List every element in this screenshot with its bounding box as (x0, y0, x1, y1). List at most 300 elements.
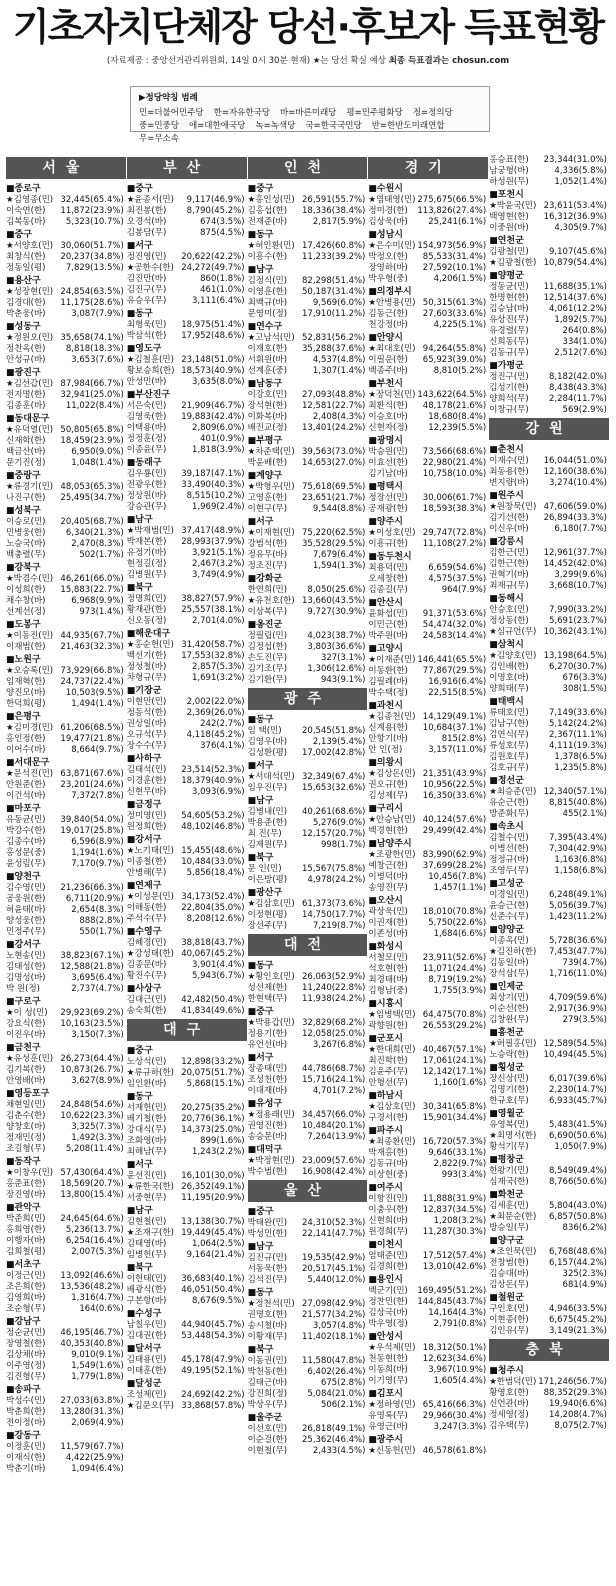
candidate-votes: 40,124(57.6%) (422, 815, 487, 825)
candidate-votes: 11,579(67.7%) (60, 1442, 124, 1452)
candidate-row (6, 425, 126, 436)
candidate-name: 정상원(바) (126, 491, 167, 501)
candidate-votes: 32,941(25.0%) (60, 390, 124, 400)
candidate-votes: 23,344(31.0%) (543, 155, 607, 165)
candidate-votes: 19,940(6.6%) (549, 1399, 607, 1409)
candidate-votes: 8,676(9.5%) (192, 1296, 245, 1306)
candidate-votes: 7,170(9.7%) (71, 859, 124, 869)
candidate-name: 윤화섭(민) (368, 609, 408, 619)
candidate-name: 김윤주(무) (368, 1067, 408, 1077)
candidate-row (6, 1030, 126, 1041)
candidate-row (489, 752, 609, 763)
candidate-name: 정미경(한) (368, 206, 408, 216)
candidate-name: 임 택(민) (247, 726, 282, 736)
district-label: ■남구 (126, 515, 153, 525)
candidate-row (127, 570, 247, 581)
candidate-row (248, 1299, 368, 1310)
candidate-name: 이선호(민) (247, 1424, 288, 1434)
candidate-votes: 50,805(65.8%) (60, 425, 124, 435)
district-label: ■도봉구 (6, 620, 41, 630)
candidate-row (127, 559, 247, 570)
candidate-name: 이동희(바) (368, 1365, 408, 1375)
candidate-row (127, 296, 247, 307)
candidate-name: 이화복(바) (247, 412, 288, 422)
candidate-votes: 681(4.9%) (562, 1280, 607, 1290)
candidate-votes: 4,537(4.8%) (312, 355, 366, 365)
candidate-name: 박수택(정) (368, 688, 408, 698)
candidate-name: 임병헌(무) (126, 1250, 167, 1260)
candidate-votes: 327(3.1%) (320, 653, 366, 663)
candidate-row (489, 662, 609, 673)
candidate-name: 남궁형(바) (489, 166, 529, 176)
candidate-votes: 5,084(21.0%) (307, 1389, 366, 1399)
district-label: ■동래구 (126, 458, 162, 468)
candidate-votes: 10,758(10.0%) (422, 469, 487, 479)
candidate-row (368, 666, 488, 677)
candidate-row (489, 651, 609, 662)
candidate-name: 김정식(민) (247, 276, 288, 286)
district-label: ■중구 (247, 184, 274, 194)
candidate-row (127, 892, 247, 903)
candidate-name: 김기조(무) (247, 664, 288, 674)
candidate-row (489, 1258, 609, 1269)
candidate-votes: 2,737(4.7%) (71, 984, 124, 994)
district-label: ■부평구 (247, 436, 283, 446)
candidate-votes: 113,826(27.4%) (417, 206, 487, 216)
candidate-name: 김기복(한) (6, 1065, 46, 1075)
candidate-row (248, 1446, 368, 1457)
candidate-row (368, 447, 488, 458)
candidate-votes: 28,993(37.9%) (181, 537, 245, 547)
candidate-row (368, 677, 488, 688)
candidate-row (127, 252, 247, 263)
district-label: ■동해시 (489, 594, 524, 604)
candidate-name: ★류경기(민) (6, 482, 54, 492)
candidate-votes: 37,699(28.2%) (422, 861, 487, 871)
candidate-votes: 37,417(48.9%) (181, 526, 245, 536)
candidate-votes: 4,225(5.1%) (433, 320, 487, 330)
candidate-votes: 10,484(20.1%) (302, 1121, 366, 1131)
candidate-row (6, 1271, 126, 1282)
candidate-name: ★조인묵(민) (489, 1247, 537, 1257)
candidate-row (368, 574, 488, 585)
candidate-name: 이종윤(무) (126, 445, 167, 455)
candidate-row (368, 1446, 488, 1457)
candidate-name: ★염태영(민) (368, 195, 416, 205)
candidate-row (127, 320, 247, 331)
candidate-name: 안원준(한) (6, 780, 46, 790)
candidate-name: ★고남석(민) (247, 333, 295, 343)
district-label: ■동구 (247, 1288, 274, 1298)
candidate-row (368, 1113, 488, 1124)
district-label: ■파주시 (368, 1126, 403, 1136)
candidate-row (489, 405, 609, 416)
candidate-votes: 83,990(62.9%) (422, 850, 487, 860)
candidate-name: 이재호(한) (247, 344, 288, 354)
candidate-name: 이택용(바) (126, 423, 167, 433)
candidate-votes: 8,664(9.7%) (71, 745, 124, 755)
candidate-name: 박춘웅(바) (6, 309, 46, 319)
candidate-votes: 9,010(9.1%) (71, 1350, 124, 1360)
candidate-name: 이현구(무) (247, 504, 288, 514)
candidate-name: 윤선진(민) (126, 1171, 167, 1181)
candidate-votes: 1,052(1.4%) (554, 177, 607, 187)
candidate-name: 김우택(무) (489, 1421, 529, 1431)
candidate-name: ★서대석(민) (247, 772, 295, 782)
candidate-name: 정순균(민) (6, 1328, 46, 1338)
candidate-votes: 73,566(68.6%) (422, 447, 487, 457)
candidate-row (368, 1297, 488, 1308)
candidate-row (368, 1067, 488, 1078)
candidate-votes: 2,822(9.7%) (433, 1159, 487, 1169)
candidate-name: ★최명서(한) (489, 1131, 537, 1141)
candidate-name: ★김삼호(민) (247, 899, 295, 909)
candidate-votes: 2,284(11.7%) (549, 394, 607, 404)
candidate-row (368, 1319, 488, 1330)
candidate-row (489, 1421, 609, 1432)
candidate-row (127, 1182, 247, 1193)
candidate-row (127, 1285, 247, 1296)
candidate-name: 현정길(정) (126, 559, 167, 569)
candidate-name: 김대근(민) (126, 995, 167, 1005)
candidate-name: 이항진(민) (368, 1194, 408, 1204)
district-label: ■유성구 (247, 1099, 283, 1109)
candidate-row (127, 1390, 247, 1401)
candidate-row (127, 787, 247, 798)
candidate-row (368, 1010, 488, 1021)
region-header: 울산 (248, 1180, 368, 1202)
candidate-name: 문 인(민) (247, 864, 282, 874)
candidate-name: 김종훈(바) (6, 401, 46, 411)
district-label: ■안산시 (368, 598, 403, 608)
candidate-votes: 1,549(1.6%) (71, 1361, 124, 1371)
candidate-votes: 85,533(31.4%) (422, 252, 487, 262)
candidate-votes: 9,569(6.0%) (312, 298, 366, 308)
candidate-votes: 888(2.8%) (79, 916, 124, 926)
candidate-votes: 19,883(42.4%) (181, 412, 245, 422)
candidate-row (489, 1399, 609, 1410)
candidate-row (6, 1418, 126, 1429)
candidate-row (248, 1064, 368, 1075)
candidate-name: ★윤종서(민) (126, 195, 174, 205)
candidate-votes: 2,470(8.3%) (71, 539, 124, 549)
candidate-votes: 2,369(26.0%) (186, 708, 245, 718)
candidate-votes: 24,737(22.4%) (60, 677, 124, 687)
candidate-votes: 16,312(36.9%) (543, 212, 607, 222)
candidate-votes: 2,408(4.3%) (312, 412, 366, 422)
candidate-row (127, 445, 247, 456)
candidate-votes: 1,163(6.8%) (554, 855, 607, 865)
district-label: ■김포시 (368, 1389, 403, 1399)
candidate-votes: 24,272(49.7%) (181, 263, 245, 273)
candidate-row (127, 195, 247, 206)
candidate-name: 김성환(평) (247, 748, 288, 758)
candidate-votes: 11,233(39.2%) (302, 252, 366, 262)
results-columns (6, 155, 610, 1583)
candidate-name: 박상우(무) (247, 1400, 288, 1410)
candidate-name: ★강성태(한) (126, 949, 174, 959)
candidate-votes: 34,457(66.0%) (302, 1110, 366, 1120)
candidate-row (248, 401, 368, 412)
candidate-row (489, 201, 609, 212)
candidate-row (127, 1366, 247, 1377)
candidate-row (248, 366, 368, 377)
candidate-row (368, 1308, 488, 1319)
candidate-votes: 7,304(42.9%) (549, 844, 607, 854)
candidate-votes: 7,829(13.5%) (65, 263, 124, 273)
district-label: ■안성시 (368, 1332, 403, 1342)
candidate-row (127, 1125, 247, 1136)
district-label: ■북구 (247, 853, 274, 863)
district-label: ■과천시 (368, 701, 403, 711)
candidate-row (489, 798, 609, 809)
candidate-row (489, 223, 609, 234)
candidate-votes: 24,310(52.3%) (302, 1218, 366, 1228)
district-label: ■동구 (247, 961, 274, 971)
candidate-name: 홍인정(한) (6, 734, 46, 744)
candidate-name: 양성웅(한) (6, 916, 46, 926)
candidate-row (248, 195, 368, 206)
candidate-votes: 40,353(40.8%) (60, 1339, 124, 1349)
candidate-name: 최창식(한) (6, 252, 46, 262)
candidate-row (6, 826, 126, 837)
candidate-name: 박주원(바) (368, 631, 408, 641)
candidate-row (368, 1376, 488, 1387)
candidate-votes: 1,492(3.3%) (71, 1133, 124, 1143)
candidate-row (489, 166, 609, 177)
candidate-votes: 7,264(13.9%) (307, 1132, 366, 1142)
candidate-row (6, 1293, 126, 1304)
candidate-row (127, 811, 247, 822)
candidate-row (368, 366, 488, 377)
district-label: ■사하구 (126, 754, 162, 764)
candidate-name: 채수창(바) (6, 596, 46, 606)
region-header: 인천 (248, 157, 368, 179)
candidate-row (368, 609, 488, 620)
candidate-name: ★황인호(민) (247, 972, 295, 982)
candidate-row (6, 927, 126, 938)
candidate-name: 김상국(바) (368, 1308, 408, 1318)
candidate-name: 유동균(민) (6, 815, 46, 825)
candidate-row (368, 241, 488, 252)
candidate-row (127, 1068, 247, 1079)
candidate-row (489, 467, 609, 478)
district-label: ■철원군 (489, 1293, 524, 1303)
district-label: ■동작구 (6, 1157, 41, 1167)
candidate-votes: 20,517(45.1%) (302, 1264, 366, 1274)
candidate-name: 원경희(무) (368, 1227, 408, 1237)
candidate-votes: 17,512(57.4%) (422, 1251, 487, 1261)
candidate-row (248, 1424, 368, 1435)
candidate-name: 강범석(한) (247, 539, 288, 549)
candidate-row (489, 1166, 609, 1177)
candidate-name: 정진구(민) (489, 372, 529, 382)
candidate-row (127, 662, 247, 673)
candidate-votes: 15,567(75.8%) (302, 864, 366, 874)
candidate-row (489, 809, 609, 820)
candidate-name: 김한근(민) (489, 548, 529, 558)
candidate-name: 이경일(민) (489, 890, 529, 900)
candidate-name: 성선제(한) (247, 983, 288, 993)
candidate-name: ★김양호(민) (489, 651, 537, 661)
candidate-votes: 2,139(5.4%) (312, 737, 366, 747)
candidate-name: 김기남(바) (368, 469, 408, 479)
candidate-votes: 30,060(51.7%) (60, 241, 124, 251)
candidate-votes: 21,909(46.7%) (181, 401, 245, 411)
candidate-row (6, 1236, 126, 1247)
candidate-name: 정상동(한) (489, 616, 529, 626)
candidate-row (489, 394, 609, 405)
candidate-votes: 14,750(17.7%) (302, 910, 366, 920)
candidate-name: 노승국(바) (6, 539, 46, 549)
candidate-name: 백영현(한) (489, 212, 529, 222)
candidate-row (248, 585, 368, 596)
candidate-name: ★정원오(민) (6, 333, 54, 343)
candidate-row (6, 1304, 126, 1315)
candidate-votes: 30,006(61.7%) (422, 493, 487, 503)
candidate-row (368, 320, 488, 331)
candidate-row (6, 734, 126, 745)
candidate-votes: 26,818(49.1%) (302, 1424, 366, 1434)
candidate-name: 이해동(한) (126, 903, 167, 913)
candidate-row (489, 282, 609, 293)
candidate-votes: 3,087(7.9%) (71, 309, 124, 319)
candidate-votes: 13,401(24.2%) (302, 423, 366, 433)
district-label: ■오산시 (368, 896, 403, 906)
candidate-name: 조은희(한) (6, 1282, 46, 1292)
candidate-votes: 46,578(61.8%) (422, 1446, 487, 1456)
candidate-row (368, 872, 488, 883)
candidate-votes: 16,720(57.3%) (422, 1137, 487, 1147)
candidate-row (248, 829, 368, 840)
district-label: ■의왕시 (368, 758, 403, 768)
candidate-name: 한연희(민) (247, 585, 288, 595)
district-label: ■강북구 (6, 563, 41, 573)
candidate-name: 정명희(민) (126, 594, 167, 604)
candidate-name: 김혜경(민) (126, 938, 167, 948)
candidate-votes: 75,220(62.5%) (302, 528, 366, 538)
district-label: ■의정부시 (368, 287, 412, 297)
candidate-name: 송숙희(한) (126, 1006, 167, 1016)
district-label: ■동대문구 (6, 414, 50, 424)
candidate-name: 이명호(바) (489, 673, 529, 683)
candidate-row (6, 596, 126, 607)
candidate-row (368, 1056, 488, 1067)
candidate-name: ★오승록(민) (6, 666, 54, 676)
candidate-votes: 10,456(7.8%) (428, 872, 487, 882)
candidate-name: 정찬민(한) (368, 1297, 408, 1307)
candidate-votes: 48,102(46.8%) (181, 822, 245, 832)
candidate-votes: 836(6.2%) (562, 1223, 607, 1233)
candidate-votes: 26,063(52.9%) (302, 972, 366, 982)
candidate-name: 김기환(무) (247, 675, 288, 685)
candidate-row (368, 1365, 488, 1376)
candidate-name: 김영우(바) (247, 737, 288, 747)
candidate-name: 이정훈(민) (6, 1442, 46, 1452)
candidate-votes: 65,923(39.0%) (422, 355, 487, 365)
candidate-name: ★문석진(민) (6, 769, 54, 779)
candidate-votes: 5,856(18.4%) (186, 868, 245, 878)
candidate-votes: 24,854(63.5%) (60, 287, 124, 297)
candidate-name: 이재수(민) (489, 456, 529, 466)
candidate-votes: 82,298(51.4%) (302, 276, 366, 286)
candidate-row (127, 1228, 247, 1239)
district-label: ■서초구 (6, 1260, 41, 1270)
district-label: ■계양구 (247, 471, 283, 481)
district-label: ■삼척시 (489, 640, 524, 650)
candidate-votes: 146,441(65.5%) (417, 655, 487, 665)
candidate-name: 이순걸(한) (247, 1435, 288, 1445)
candidate-name: ★김상호(민) (368, 1102, 416, 1112)
candidate-votes: 2,069(4.9%) (71, 1418, 124, 1428)
candidate-row (248, 412, 368, 423)
candidate-votes: 10,873(26.7%) (60, 1065, 124, 1075)
district-label: ■중구 (247, 1207, 274, 1217)
candidate-row (489, 627, 609, 638)
candidate-name: 김우룡(민) (126, 469, 167, 479)
candidate-votes: 15,455(48.6%) (181, 846, 245, 856)
candidate-name: 전재준(바) (247, 217, 288, 227)
candidate-votes: 21,577(34.2%) (302, 1310, 366, 1320)
candidate-votes: 3,635(8.0%) (192, 377, 245, 387)
candidate-name: 이권재(한) (368, 918, 408, 928)
candidate-row (248, 355, 368, 366)
candidate-votes: 15,883(22.7%) (60, 585, 124, 595)
candidate-name: 문기진(정) (6, 458, 46, 468)
candidate-name: 권명호(한) (247, 1310, 288, 1320)
candidate-votes: 33,868(57.8%) (181, 1401, 245, 1411)
candidate-votes: 3,157(11.0%) (428, 745, 487, 755)
candidate-votes: 27,093(48.8%) (302, 390, 366, 400)
candidate-row (6, 905, 126, 916)
candidate-votes: 5,943(6.7%) (192, 971, 245, 981)
candidate-row (368, 723, 488, 734)
candidate-name: 조길형(무) (6, 1144, 46, 1154)
candidate-votes: 46,261(66.0%) (60, 574, 124, 584)
legend-item: 민=더불어민주당 (139, 108, 204, 118)
district-label: ■평택시 (368, 482, 403, 492)
legend-item: 녹=녹색당 (255, 121, 296, 131)
district-label: ■광주시 (368, 1435, 403, 1445)
candidate-row (489, 1247, 609, 1258)
candidate-name: ★차준택(민) (247, 447, 295, 457)
candidate-row (6, 769, 126, 780)
candidate-votes: 3,111(6.4%) (192, 296, 245, 306)
candidate-votes: 4,023(38.7%) (307, 631, 366, 641)
candidate-votes: 18,573(40.9%) (181, 366, 245, 376)
candidate-name: 이진우(바) (6, 1030, 46, 1040)
candidate-name: 채현일(민) (6, 1100, 46, 1110)
candidate-name: 오경석(바) (126, 217, 167, 227)
candidate-name: 장진영(바) (6, 1190, 46, 1200)
candidate-row (489, 258, 609, 269)
candidate-row (6, 883, 126, 894)
district-label: ■광진구 (6, 368, 41, 378)
candidate-row (6, 252, 126, 263)
candidate-name: 최형욱(민) (126, 320, 167, 330)
candidate-row (248, 864, 368, 875)
candidate-votes: 5,483(41.5%) (549, 1120, 607, 1130)
candidate-row (248, 1378, 368, 1389)
candidate-name: 조영두(무) (489, 866, 529, 876)
candidate-row (489, 1388, 609, 1399)
candidate-name: 이동권(민) (247, 1356, 288, 1366)
candidate-row (127, 491, 247, 502)
candidate-votes: 17,061(24.1%) (422, 1056, 487, 1066)
district-label: ■광산구 (247, 888, 283, 898)
candidate-row (127, 903, 247, 914)
candidate-name: 김동규(무) (489, 348, 529, 358)
